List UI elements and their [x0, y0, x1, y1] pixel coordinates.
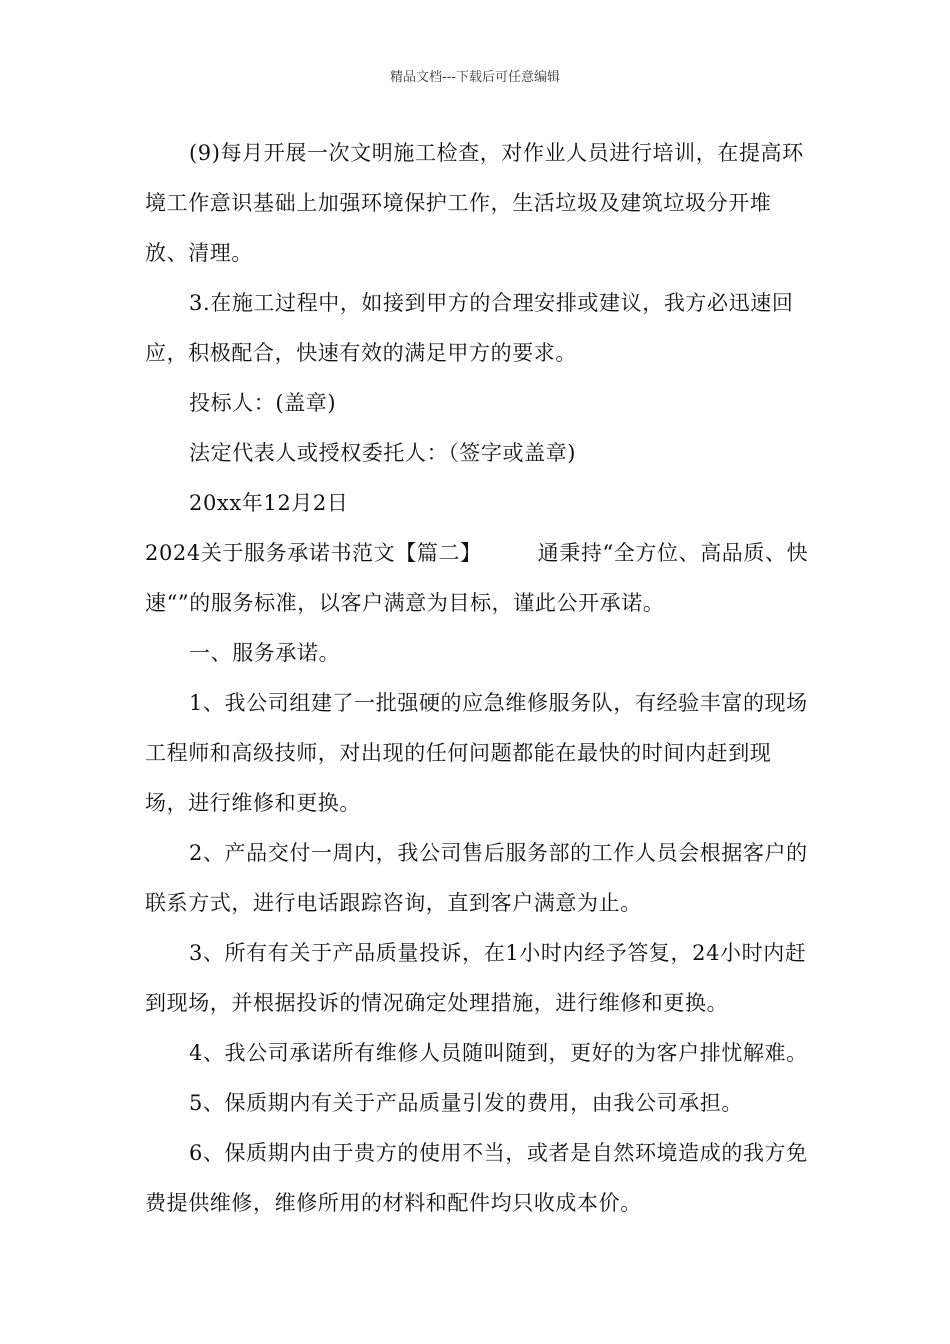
section-heading: 2024关于服务承诺书范文【篇二】 [145, 541, 482, 565]
commitment-item-3: 3、所有有关于产品质量投诉，在1小时内经予答复，24小时内赶到现场，并根据投诉的情况确定处理措施，进行维修和更换。 [145, 941, 807, 1015]
section-lead: 通秉持“全方位、高品质、快速“”的服务标准，以客户满意为目标，谨此公开承诺。 [145, 541, 809, 615]
date-line: 20xx年12月2日 [189, 491, 349, 515]
paragraph-construction-inspection: (9)每月开展一次文明施工检查，对作业人员进行培训，在提高环境工作意识基础上加强环境保护工作，生活垃圾及建筑垃圾分开堆放、清理。 [145, 141, 804, 265]
commitment-item-4: 4、我公司承诺所有维修人员随叫随到，更好的为客户排忧解难。 [189, 1041, 808, 1065]
section-intro [145, 528, 810, 628]
service-commitment-heading: 一、服务承诺。 [189, 641, 341, 665]
page-header: 精品文档---下载后可任意编辑 [389, 70, 561, 85]
commitment-item-2: 2、产品交付一周内，我公司售后服务部的工作人员会根据客户的联系方式，进行电话跟踪咨询，直到客户满意为止。 [145, 841, 808, 915]
commitment-item-1: 1、我公司组建了一批强硬的应急维修服务队，有经验丰富的现场工程师和高级技师，对出现的任何问题都能在最快的时间内赶到现场，进行维修和更换。 [145, 691, 808, 815]
bidder-line: 投标人：(盖章) [189, 391, 337, 415]
document-body [145, 128, 810, 1228]
representative-line: 法定代表人或授权委托人：（签字或盖章) [189, 441, 577, 465]
paragraph-cooperation: 3.在施工过程中，如接到甲方的合理安排或建议，我方必迅速回应，积极配合，快速有效的满足甲方的要求。 [145, 291, 794, 365]
commitment-item-5: 5、保质期内有关于产品质量引发的费用，由我公司承担。 [189, 1091, 743, 1115]
commitment-item-6: 6、保质期内由于贵方的使用不当，或者是自然环境造成的我方免费提供维修，维修所用的材料和配件均只收成本价。 [145, 1141, 808, 1215]
